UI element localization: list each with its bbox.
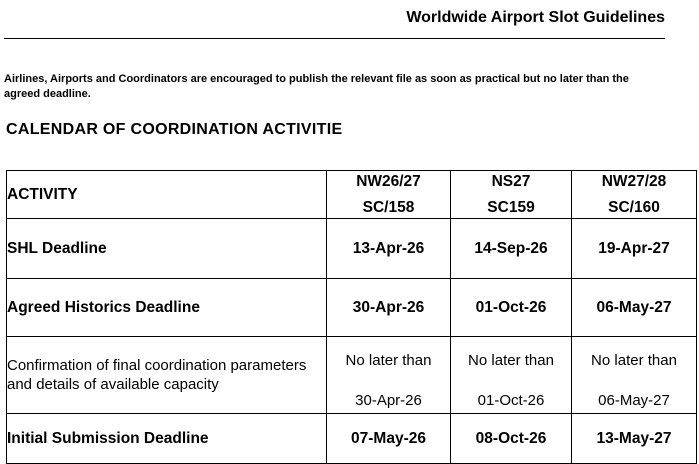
conference-label: SC/158 bbox=[362, 198, 415, 216]
deadline-cell: 08-Oct-26 bbox=[451, 414, 572, 464]
table-row bbox=[7, 219, 697, 279]
conference-label: SC159 bbox=[487, 198, 535, 216]
deadline-date: 30-Apr-26 bbox=[355, 392, 422, 409]
header-column bbox=[572, 171, 697, 219]
no-later-than-label: No later than bbox=[591, 352, 677, 369]
header-column bbox=[451, 171, 572, 219]
deadline-cell: 01-Oct-26 bbox=[451, 279, 572, 337]
table-row bbox=[7, 337, 697, 414]
section-title: CALENDAR OF COORDINATION ACTIVITIE bbox=[6, 121, 343, 138]
season-label: NW26/27 bbox=[356, 172, 421, 190]
deadline-date: 01-Oct-26 bbox=[477, 392, 545, 409]
document-title: Worldwide Airport Slot Guidelines bbox=[406, 9, 665, 26]
header-column bbox=[327, 171, 451, 219]
activity-name: Confirmation of final coordination parameters and details of available capacity bbox=[7, 337, 327, 414]
deadline-cell bbox=[572, 337, 697, 414]
season-label: NW27/28 bbox=[601, 172, 667, 190]
activity-name: SHL Deadline bbox=[7, 219, 327, 279]
deadline-cell: 30-Apr-26 bbox=[327, 279, 451, 337]
activity-name: Agreed Historics Deadline bbox=[7, 279, 327, 337]
header-activity: ACTIVITY bbox=[7, 171, 327, 219]
deadline-cell: 14-Sep-26 bbox=[451, 219, 572, 279]
deadline-cell: 06-May-27 bbox=[572, 279, 697, 337]
deadline-cell: 19-Apr-27 bbox=[572, 219, 697, 279]
table-row bbox=[7, 414, 697, 464]
deadline-cell: 07-May-26 bbox=[327, 414, 451, 464]
deadline-date: 06-May-27 bbox=[598, 392, 670, 409]
season-label: NS27 bbox=[491, 172, 531, 190]
deadline-cell: 13-May-27 bbox=[572, 414, 697, 464]
table-header-row bbox=[7, 171, 697, 219]
header-divider bbox=[4, 38, 665, 39]
no-later-than-label: No later than bbox=[468, 352, 554, 369]
deadline-cell bbox=[451, 337, 572, 414]
coordination-calendar-table bbox=[6, 170, 697, 464]
conference-label: SC/160 bbox=[608, 198, 660, 216]
deadline-cell: 13-Apr-26 bbox=[327, 219, 451, 279]
table-row bbox=[7, 279, 697, 337]
activity-name: Initial Submission Deadline bbox=[7, 414, 327, 464]
no-later-than-label: No later than bbox=[345, 352, 432, 369]
intro-paragraph: Airlines, Airports and Coordinators are encouraged to publish the relevant file as soon as practical but no later than the agreed deadline. bbox=[4, 73, 629, 100]
deadline-cell bbox=[327, 337, 451, 414]
